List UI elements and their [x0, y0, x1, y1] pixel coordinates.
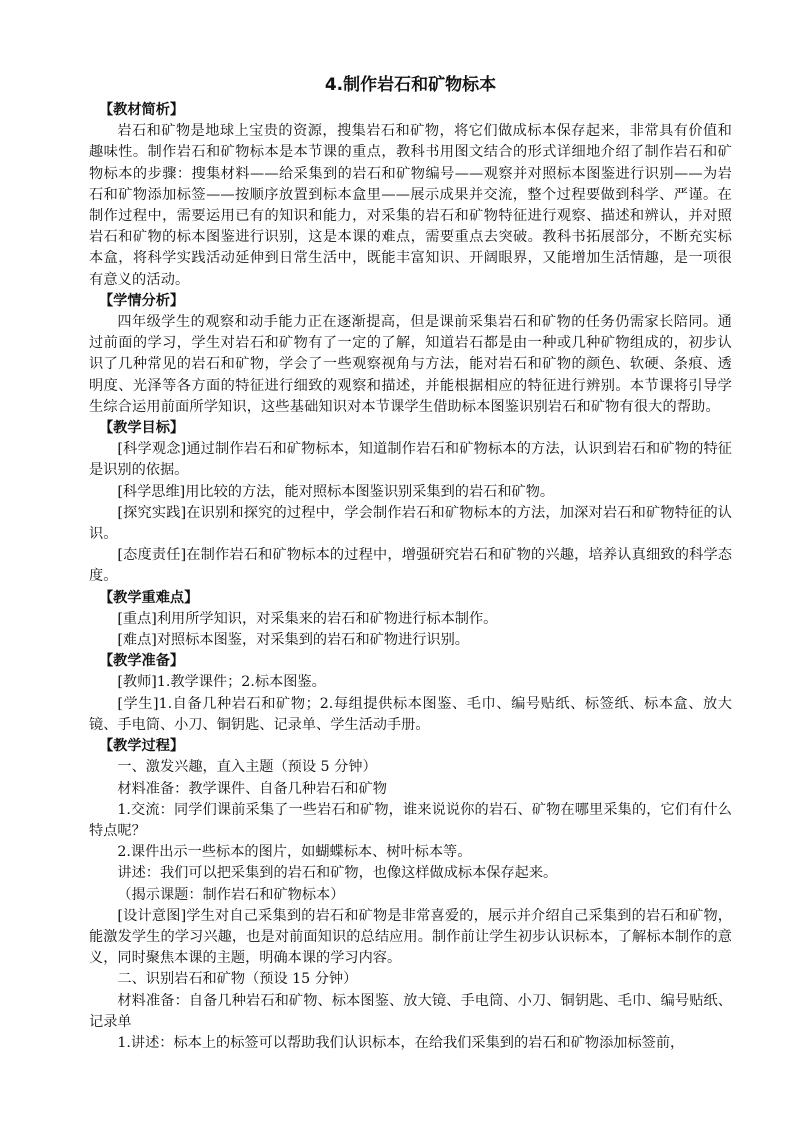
paragraph: [难点]对照标本图鉴，对采集到的岩石和矿物进行识别。 — [117, 632, 469, 649]
section-heading-key-points: 【教学重难点】 — [98, 589, 199, 606]
paragraph: （揭示课题：制作岩石和矿物标本） — [117, 886, 345, 903]
paragraph: 岩石和矿物是地球上宝贵的资源，搜集岩石和矿物，将它们做成标本保存起来，非常具有价值和趣味性。制作岩石和矿物标本是本节课的重点，教科书用图文结合的形式详细地介绍了制作岩石和矿物标本的步骤：搜集材料——给采集到的岩石和矿物编号——观察并对照标本图鉴进行识别——为岩石和矿物添加标签——按顺序放置到标本盒里——展示成果并交流，整个过程要做到科学、严谨。在制作过程中，需要运用已有的知识和能力，对采集的岩石和矿物特征进行观察、描述和辨认，并对照岩石和矿物的标本图鉴进行识别，这是本课的难点，需要重点去突破。教科书拓展部分，不断充实标本盒，将科学实践活动延伸到日常生活中，既能丰富知识、开阔眼界，又能增加生活情趣，是一项很有意义的活动。 — [89, 123, 732, 288]
section-heading-textbook-analysis: 【教材简析】 — [98, 102, 185, 118]
paragraph: [探究实践]在识别和探究的过程中，学会制作岩石和矿物标本的方法，加深对岩石和矿物特征的认识。 — [89, 504, 732, 543]
paragraph: 二、识别岩石和矿物（预设 15 分钟） — [117, 971, 358, 988]
paragraph: 四年级学生的观察和动手能力正在逐渐提高，但是课前采集岩石和矿物的任务仍需家长陪同。通过前面的学习，学生对岩石和矿物有了一定的了解，知道岩石都是由一种或几种矿物组成的，初步认识了几种常见的岩石和矿物，学会了一些观察视角与方法，能对岩石和矿物的颜色、软硬、条痕、透明度、光泽等各方面的特征进行细致的观察和描述，并能根据相应的特征进行辨别。本节课将引导学生综合运用前面所学知识，这些基础知识对本节课学生借助标本图鉴识别岩石和矿物有很大的帮助。 — [89, 314, 732, 415]
paragraph: 一、激发兴趣，直入主题（预设 5 分钟） — [117, 759, 377, 776]
paragraph: 2.课件出示一些标本的图片，如蝴蝶标本、树叶标本等。 — [117, 844, 472, 861]
paragraph: 讲述：我们可以把采集到的岩石和矿物，也像这样做成标本保存起来。 — [117, 865, 558, 882]
paragraph: 1.交流：同学们课前采集了一些岩石和矿物，谁来说说你的岩石、矿物在哪里采集的，它们有什么特点呢？ — [89, 801, 732, 839]
paragraph: [设计意图]学生对自己采集到的岩石和矿物是非常喜爱的，展示并介绍自己采集到的岩石和矿物，能激发学生的学习兴趣，也是对前面知识的总结应用。制作前让学生初步认识标本，了解标本制作的意义，同时聚焦本课的主题，明确本课的学习内容。 — [89, 907, 732, 967]
section-heading-preparation: 【教学准备】 — [98, 653, 185, 670]
paragraph: [科学思维]用比较的方法，能对照标本图鉴识别采集到的岩石和矿物。 — [117, 483, 555, 500]
paragraph: [态度责任]在制作岩石和矿物标本的过程中，增强研究岩石和矿物的兴趣，培养认真细致的科学态度。 — [89, 547, 732, 585]
section-heading-teaching-process: 【教学过程】 — [98, 738, 185, 755]
section-heading-teaching-goals: 【教学目标】 — [98, 420, 185, 437]
paragraph: [教师]1.教学课件；2.标本图鉴。 — [117, 674, 326, 691]
paragraph: [学生]1.自备几种岩石和矿物；2.每组提供标本图鉴、毛巾、编号贴纸、标签纸、标本盒、放大镜、手电筒、小刀、铜钥匙、记录单、学生活动手册。 — [89, 695, 732, 733]
document-title: 4.制作岩石和矿物标本 — [324, 75, 497, 95]
paragraph: 材料准备：教学课件、自备几种岩石和矿物 — [117, 780, 387, 797]
paragraph: 1.讲述：标本上的标签可以帮助我们认识标本，在给我们采集到的岩石和矿物添加标签前， — [117, 1034, 685, 1051]
section-heading-student-analysis: 【学情分析】 — [98, 292, 185, 309]
paragraph: [科学观念]通过制作岩石和矿物标本，知道制作岩石和矿物标本的方法，认识到岩石和矿物的特征是识别的依据。 — [89, 441, 732, 479]
paragraph: [重点]利用所学知识，对采集来的岩石和矿物进行标本制作。 — [117, 610, 498, 627]
document-page — [89, 72, 732, 1054]
paragraph: 材料准备：自备几种岩石和矿物、标本图鉴、放大镜、手电筒、小刀、铜钥匙、毛巾、编号贴纸、记录单 — [89, 992, 732, 1030]
